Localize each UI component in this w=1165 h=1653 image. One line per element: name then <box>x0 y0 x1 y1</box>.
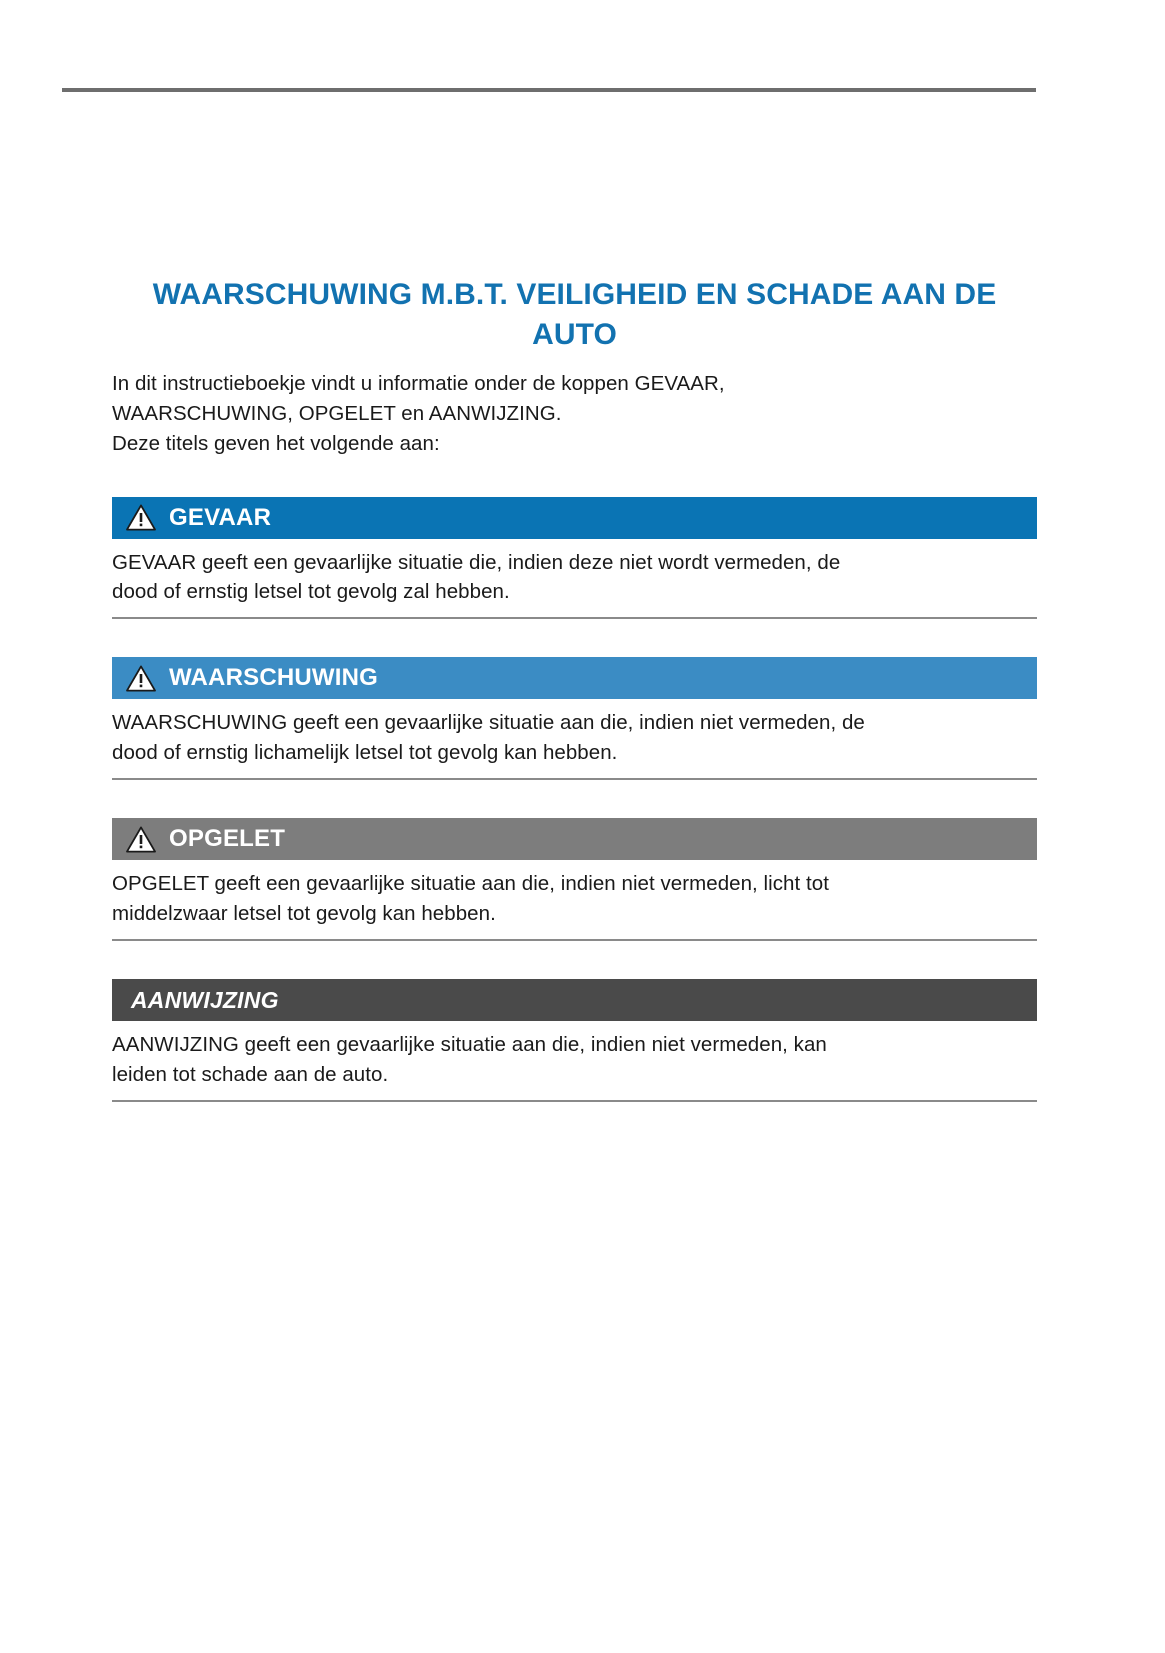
alert-banner-waarschuwing <box>112 657 1037 699</box>
alert-label-gevaar: GEVAAR <box>169 503 272 531</box>
intro-line-2: WAARSCHUWING, OPGELET en AANWIJZING. <box>112 401 562 425</box>
page-content <box>112 275 1037 1102</box>
alert-body-line-2: dood of ernstig letsel tot gevolg zal hebben. <box>112 580 510 604</box>
alert-banner-gevaar <box>112 497 1037 539</box>
alert-divider-gevaar <box>112 617 1037 619</box>
alert-body-line-2: dood of ernstig lichamelijk letsel tot gevolg kan hebben. <box>112 741 618 765</box>
alert-block-opgelet <box>112 818 1037 941</box>
warning-triangle-icon <box>126 504 156 531</box>
alert-label-waarschuwing: WAARSCHUWING <box>169 664 379 692</box>
intro-paragraph <box>112 369 1037 459</box>
alert-body-line-1: GEVAAR geeft een gevaarlijke situatie die, indien deze niet wordt vermeden, de <box>112 550 841 574</box>
alert-divider-waarschuwing <box>112 778 1037 780</box>
alert-body-aanwijzing <box>112 1021 1037 1100</box>
alert-body-line-1: AANWIJZING geeft een gevaarlijke situatie aan die, indien niet vermeden, kan <box>112 1033 827 1057</box>
page-header-rule <box>62 88 1036 92</box>
alert-label-aanwijzing: AANWIJZING <box>131 986 279 1013</box>
alert-block-waarschuwing <box>112 657 1037 780</box>
warning-triangle-icon <box>126 665 156 692</box>
alert-banner-opgelet <box>112 818 1037 860</box>
alert-body-opgelet <box>112 860 1037 939</box>
alert-body-line-1: OPGELET geeft een gevaarlijke situatie aan die, indien niet vermeden, licht tot <box>112 872 829 896</box>
intro-line-3: Deze titels geven het volgende aan: <box>112 431 440 455</box>
alert-body-line-2: middelzwaar letsel tot gevolg kan hebben. <box>112 902 496 926</box>
alert-body-gevaar <box>112 539 1037 618</box>
alert-block-gevaar <box>112 497 1037 620</box>
warning-triangle-icon <box>126 826 156 853</box>
alert-divider-opgelet <box>112 939 1037 941</box>
alert-divider-aanwijzing <box>112 1100 1037 1102</box>
alert-label-opgelet: OPGELET <box>169 825 286 853</box>
alert-body-line-1: WAARSCHUWING geeft een gevaarlijke situatie aan die, indien niet vermeden, de <box>112 711 865 735</box>
alert-body-line-2: leiden tot schade aan de auto. <box>112 1063 389 1086</box>
alert-block-aanwijzing <box>112 979 1037 1102</box>
alert-banner-aanwijzing <box>112 979 1037 1021</box>
alert-body-waarschuwing <box>112 699 1037 778</box>
page-title: WAARSCHUWING M.B.T. VEILIGHEID EN SCHADE AAN DE AUTO <box>152 278 997 351</box>
intro-line-1: In dit instructieboekje vindt u informatie onder de koppen GEVAAR, <box>112 371 725 395</box>
